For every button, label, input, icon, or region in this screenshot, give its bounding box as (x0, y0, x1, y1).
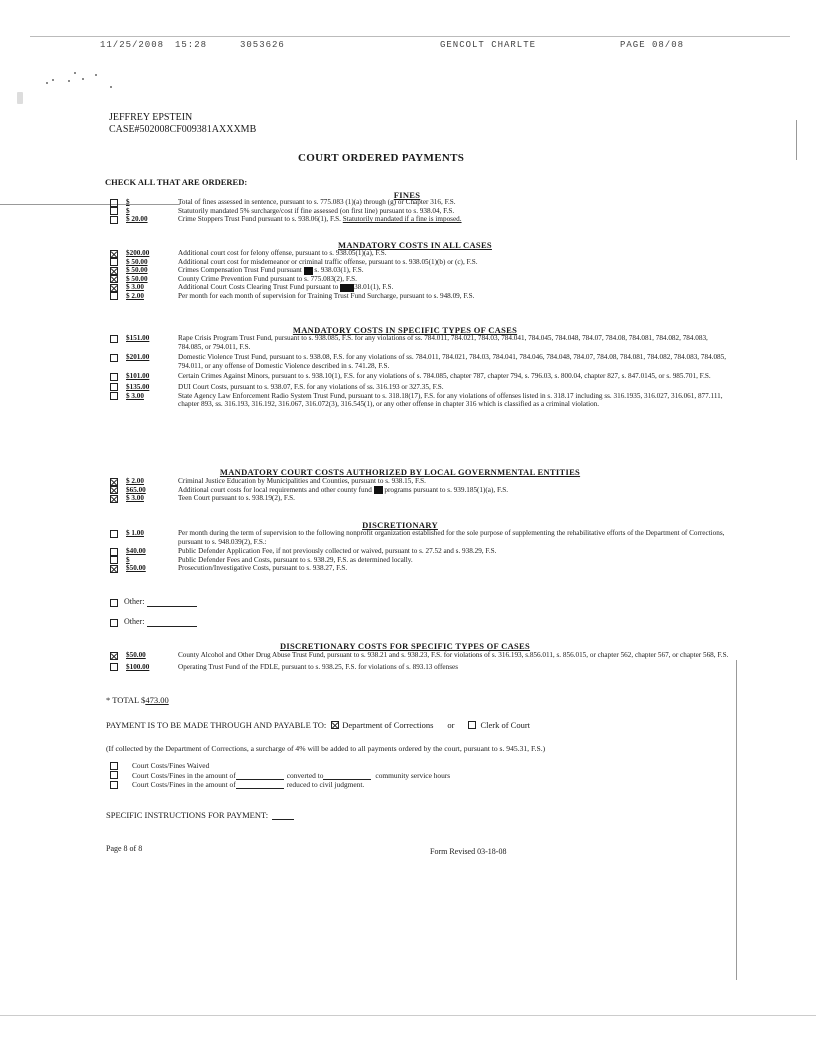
checkbox[interactable] (110, 199, 118, 207)
mandatory-specific-heading: MANDATORY COSTS IN SPECIFIC TYPES OF CASES (292, 325, 518, 335)
cost-row: $ Public Defender Fees and Costs, pursuant to s. 938.29, F.S. as determined locally. (110, 556, 730, 565)
discretionary-heading: DISCRETIONARY (362, 520, 438, 530)
cost-row: $ 50.00 Crimes Compensation Trust Fund pursuant s. 938.03(1), F.S. (110, 266, 730, 275)
fax-page-tag: PAGE 08/08 (620, 40, 685, 50)
checkbox-checked[interactable] (110, 267, 118, 275)
total-value: 473.00 (145, 695, 169, 705)
redaction-block (340, 284, 354, 292)
page-title: COURT ORDERED PAYMENTS (298, 152, 465, 164)
waiver-row: Court Costs/Fines in the amount of reduced to civil judgment. (110, 780, 450, 790)
case-number: CASE#502008CF009381AXXXMB (109, 124, 257, 135)
other-row-2: Other: (110, 618, 197, 627)
cost-row: $ 50.00 County Crime Prevention Fund pursuant to s. 775.083(2), F.S. (110, 275, 730, 284)
checkbox[interactable] (468, 721, 476, 729)
local-section (110, 477, 730, 503)
checkbox[interactable] (110, 556, 118, 564)
check-all-label: CHECK ALL THAT ARE ORDERED: (105, 177, 248, 187)
fine-row-crime-stoppers: $ 20.00 Crime Stoppers Trust Fund pursuant to s. 938.06(1), F.S. Statutorily mandated if a fine is imposed. (110, 215, 730, 224)
total-line: * TOTAL $473.00 (106, 695, 169, 705)
cost-row: $65.00 Additional court costs for local requirements and other county fund programs pursuant to s. 939.185(1)(a), F.S. (110, 486, 730, 495)
cost-row: $135.00 DUI Court Costs, pursuant to s. 938.07, F.S. for any violations of ss. 316.193 or 327.35, F.S. (110, 383, 730, 392)
cost-row: $ 2.00 Criminal Justice Education by Municipalities and Counties, pursuant to s. 938.15, F.S. (110, 477, 730, 486)
checkbox-checked[interactable] (110, 565, 118, 573)
other-field[interactable] (147, 618, 197, 627)
cost-row: $50.00 County Alcohol and Other Drug Abuse Trust Fund, pursuant to s. 938.21 and s. 938.23, F.S. for violations of s. 316.193, s.856.011, s. 856.015, or chapter 562, chapter 567, or chapter 568, F.S. (110, 651, 730, 660)
checkbox[interactable] (110, 762, 118, 770)
waiver-row: Court Costs/Fines in the amount of converted to community service hours (110, 771, 450, 781)
checkbox[interactable] (110, 258, 118, 266)
checkbox[interactable] (110, 771, 118, 779)
cost-row: $ 3.00 State Agency Law Enforcement Radio System Trust Fund, pursuant to s. 318.18(17), F.S. for any violations of offenses listed in s. 318.17 including ss. 316.1935, 316.027, 316.061, 877.111, chapter 893, ss. 316.193, 316.192, 316.067, 316.072(3), 316.545(1), or any other offense in chapter 316 which is classified as a criminal violation. (110, 392, 730, 409)
cost-row: $101.00 Certain Crimes Against Minors, pursuant to s. 938.10(1), F.S. for any violations of s. 784.085, chapter 787, chapter 794, s. 796.03, s. 800.04, chapter 827, s. 847.0145, or s. 985.701, F.S. (110, 372, 730, 381)
checkbox[interactable] (110, 548, 118, 556)
checkbox[interactable] (110, 663, 118, 671)
waiver-row: Court Costs/Fines Waived (110, 761, 450, 771)
checkbox[interactable] (110, 392, 118, 400)
cost-row: $100.00 Operating Trust Fund of the FDLE, pursuant to s. 938.25, F.S. for violations of s. 893.13 offenses (110, 663, 730, 672)
mandatory-all-heading: MANDATORY COSTS IN ALL CASES (338, 240, 492, 250)
checkbox[interactable] (110, 216, 118, 224)
cost-row: $40.00 Public Defender Application Fee, if not previously collected or waived, pursuant to s. 27.52 and s. 938.29, F.S. (110, 547, 730, 556)
fax-number: 3053626 (240, 40, 285, 50)
local-heading: MANDATORY COURT COSTS AUTHORIZED BY LOCAL GOVERNMENTAL ENTITIES (219, 467, 581, 477)
fax-time: 15:28 (175, 40, 208, 50)
amount-field[interactable] (236, 780, 284, 789)
disc-specific-heading: DISCRETIONARY COSTS FOR SPECIFIC TYPES OF CASES (279, 641, 531, 651)
cost-row: $ 1.00 Per month during the term of supervision to the following nonprofit organization established for the sole purpose of supplementing the rehabilitative efforts of the Department of Corrections, pursuant to s. 948.039(2), F.S.: (110, 529, 730, 546)
amount-field[interactable] (236, 771, 284, 780)
discretionary-section (110, 529, 730, 573)
waiver-section (110, 761, 450, 790)
instructions-field[interactable] (272, 811, 294, 820)
disc-specific-section (110, 651, 730, 671)
checkbox-checked[interactable] (110, 495, 118, 503)
checkbox-checked[interactable] (110, 478, 118, 486)
redaction-block (374, 486, 383, 494)
page-number: Page 8 of 8 (106, 844, 143, 853)
mandatory-all-section (110, 249, 730, 301)
checkbox[interactable] (110, 781, 118, 789)
checkbox-checked[interactable] (110, 486, 118, 494)
checkbox[interactable] (110, 373, 118, 381)
defendant-name: JEFFREY EPSTEIN (109, 112, 193, 123)
cost-row: $ 3.00 Teen Court pursuant to s. 938.19(2), F.S. (110, 494, 730, 503)
hours-field[interactable] (323, 771, 371, 780)
fines-heading: FINES (393, 190, 421, 200)
checkbox-checked[interactable] (331, 721, 339, 729)
other-field[interactable] (147, 598, 197, 607)
checkbox[interactable] (110, 383, 118, 391)
checkbox-checked[interactable] (110, 250, 118, 258)
fines-section (110, 198, 730, 224)
checkbox-checked[interactable] (110, 284, 118, 292)
instructions-line: SPECIFIC INSTRUCTIONS FOR PAYMENT: (106, 810, 294, 820)
checkbox[interactable] (110, 619, 118, 627)
mandatory-specific-section (110, 334, 730, 409)
cost-row: $50.00 Prosecution/Investigative Costs, pursuant to s. 938.27, F.S. (110, 564, 730, 573)
cost-row: $ 3.00 Additional Court Costs Clearing Trust Fund pursuant to 38.01(1), F.S. (110, 283, 730, 292)
cost-row: $201.00 Domestic Violence Trust Fund, pursuant to s. 938.08, F.S. for any violations of ss. 784.011, 784.021, 784.03, 784.041, 784.046, 784.048, 784.07, 784.08, 784.081, 784.082, 784.083, 784.085, 794.011, or any offense of Domestic Violence described in s. 741.28, F.S. (110, 353, 730, 370)
checkbox[interactable] (110, 292, 118, 300)
checkbox[interactable] (110, 530, 118, 538)
redaction-block (304, 267, 313, 275)
checkbox[interactable] (110, 354, 118, 362)
fax-sender: GENCOLT CHARLTE (440, 40, 537, 50)
fax-date: 11/25/2008 (100, 40, 165, 50)
cost-row: $ 50.00 Additional court cost for misdemeanor or criminal traffic offense, pursuant to s. 938.05(1)(b) or (c), F.S. (110, 258, 730, 267)
checkbox[interactable] (110, 599, 118, 607)
surcharge-note: (If collected by the Department of Corrections, a surcharge of 4% will be added to all payments ordered by the court, pursuant to s. 945.31, F.S.) (106, 744, 546, 753)
cost-row: $ 2.00 Per month for each month of supervision for Training Trust Fund Surcharge, pursuant to s. 948.09, F.S. (110, 292, 730, 301)
fine-row-surcharge: $ Statutorily mandated 5% surcharge/cost if fine assessed (on first line) pursuant to s. 938.04, F.S. (110, 207, 730, 216)
payment-line: PAYMENT IS TO BE MADE THROUGH AND PAYABLE TO: Department of Corrections or Clerk of Court (106, 720, 531, 730)
other-row-1: Other: (110, 598, 197, 607)
form-revision: Form Revised 03-18-08 (430, 847, 507, 856)
checkbox[interactable] (110, 335, 118, 343)
checkbox-checked[interactable] (110, 652, 118, 660)
checkbox[interactable] (110, 207, 118, 215)
checkbox-checked[interactable] (110, 275, 118, 283)
cost-row: $151.00 Rape Crisis Program Trust Fund, pursuant to s. 938.085, F.S. for any violations of ss. 784.011, 784.021, 784.03, 784.041, 784.045, 784.048, 784.07, 784.08, 784.081, 784.082, 784.083, 784.085, or 794.011, F.S. (110, 334, 730, 351)
fine-row-total: $ Total of fines assessed in sentence, pursuant to s. 775.083 (1)(a) through (g) or Chapter 316, F.S. (110, 198, 730, 207)
cost-row: $200.00 Additional court cost for felony offense, pursuant to s. 938.05(1)(a), F.S. (110, 249, 730, 258)
